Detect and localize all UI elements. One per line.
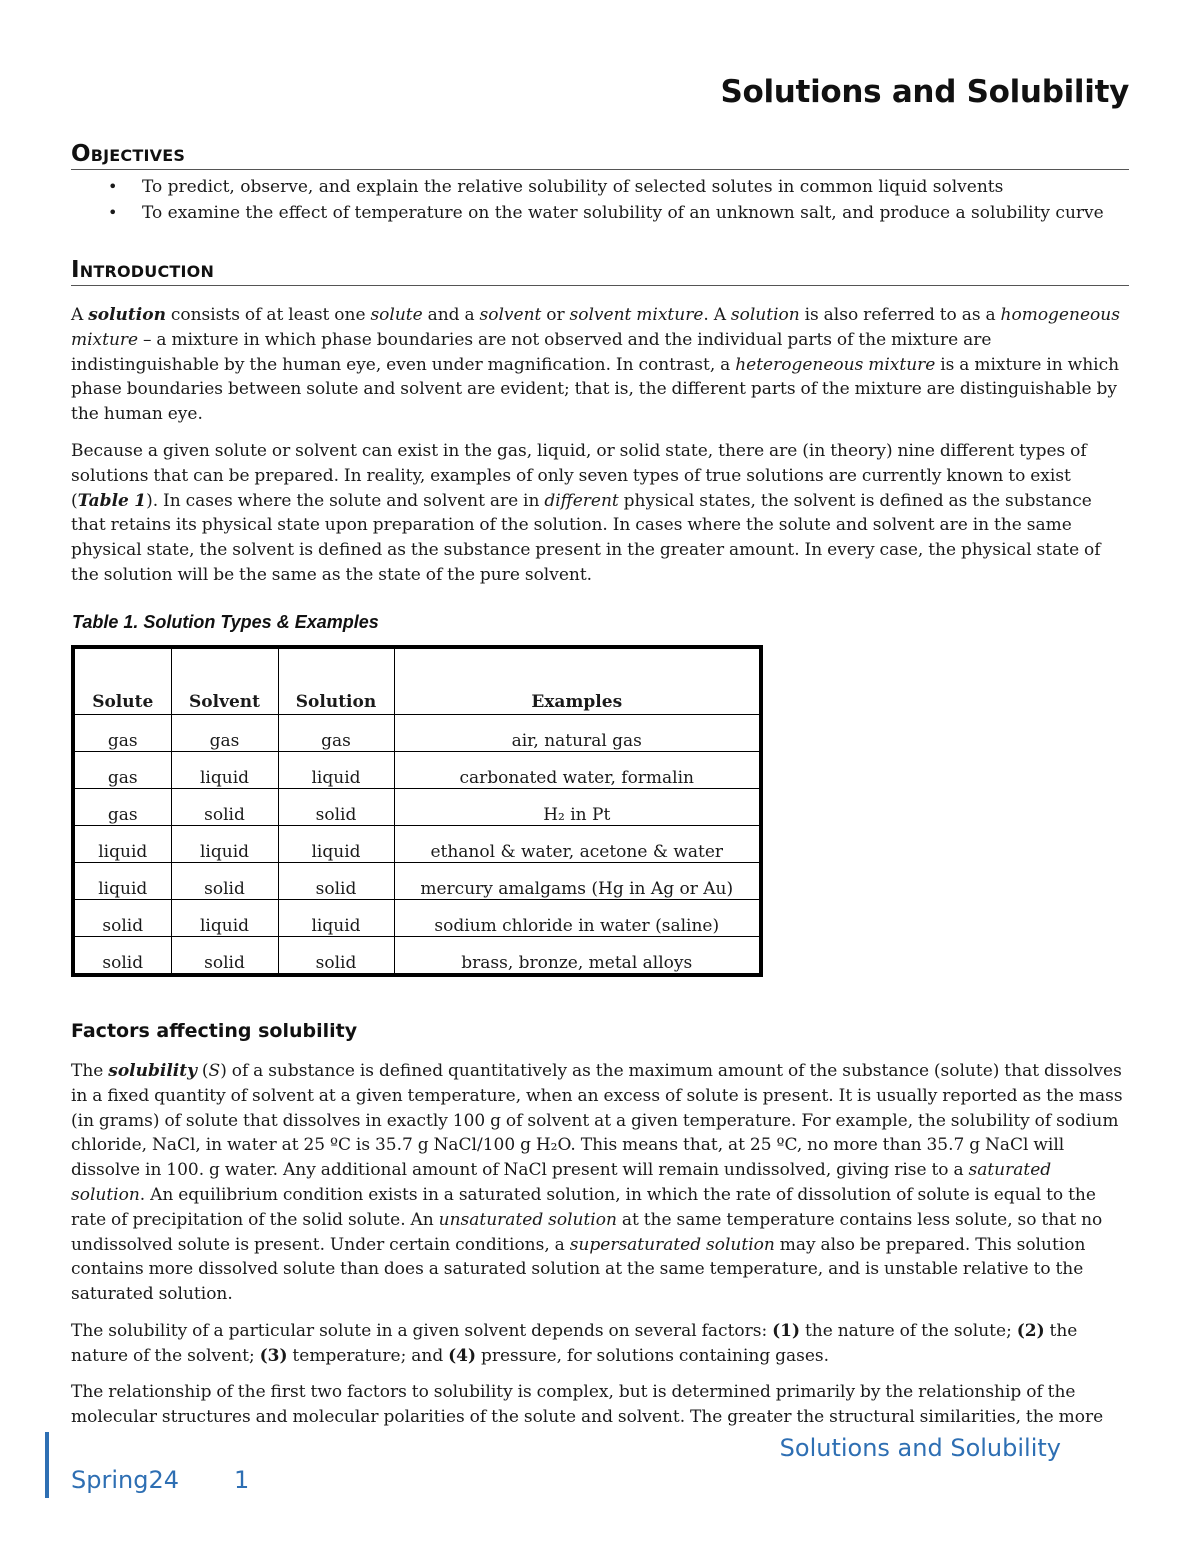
solution-types-table: [71, 645, 763, 977]
objective-item: • To predict, observe, and explain the relative solubility of selected solutes in common liquid solvents: [71, 174, 1129, 200]
bullet-icon: •: [108, 203, 118, 222]
table-cell: liquid: [278, 752, 394, 789]
footer-term: Spring24: [71, 1466, 179, 1494]
table-cell: solid: [73, 937, 171, 976]
table-cell: brass, bronze, metal alloys: [394, 937, 761, 976]
footer-accent-bar: [45, 1432, 49, 1498]
table-cell: solid: [171, 789, 278, 826]
table-cell: solid: [278, 789, 394, 826]
column-header-examples: Examples: [394, 647, 761, 715]
column-header-solute: Solute: [73, 647, 171, 715]
objectives-list: [71, 174, 1129, 226]
table-cell: solid: [171, 937, 278, 976]
table-cell: liquid: [171, 752, 278, 789]
table-cell: gas: [73, 789, 171, 826]
table-cell: liquid: [171, 826, 278, 863]
table-cell: liquid: [171, 900, 278, 937]
table-row: [73, 900, 761, 937]
table-row: [73, 752, 761, 789]
objectives-heading: Objectives: [71, 141, 1129, 170]
table-cell: solid: [171, 863, 278, 900]
table-caption: Table 1. Solution Types & Examples: [72, 612, 379, 632]
table-row: [73, 826, 761, 863]
factors-heading: Factors affecting solubility: [71, 1020, 358, 1042]
table-header-row: [73, 647, 761, 715]
column-header-solution: Solution: [278, 647, 394, 715]
table-cell: mercury amalgams (Hg in Ag or Au): [394, 863, 761, 900]
factors-paragraph-2: The solubility of a particular solute in a given solvent depends on several factors: (1) the nature of the solute; (2) the nature of the solvent; (3) temperature; and (4) pressure, for solutions containing gases.: [71, 1321, 1078, 1366]
table-row: [73, 937, 761, 976]
table-cell: gas: [73, 752, 171, 789]
objective-item: • To examine the effect of temperature on the water solubility of an unknown salt, and produce a solubility curve: [71, 200, 1129, 226]
table-row: [73, 715, 761, 752]
column-header-solvent: Solvent: [171, 647, 278, 715]
table-cell: solid: [278, 937, 394, 976]
table-cell: gas: [171, 715, 278, 752]
intro-paragraph-2: Because a given solute or solvent can exist in the gas, liquid, or solid state, there are (in theory) nine different types of solutions that can be prepared. In reality, examples of only seven types of true solutions are currently known to exist (Table 1). In cases where the solute and solvent are in different physical states, the solvent is defined as the substance that retains its physical state upon preparation of the solution. In cases where the solute and solvent are in the same physical state, the solvent is defined as the substance present in the greater amount. In every case, the physical state of the solution will be the same as the state of the pure solvent.: [71, 441, 1101, 585]
table-cell: H₂ in Pt: [394, 789, 761, 826]
table-cell: sodium chloride in water (saline): [394, 900, 761, 937]
table-cell: gas: [278, 715, 394, 752]
table-cell: liquid: [278, 900, 394, 937]
page-number: 1: [234, 1466, 250, 1494]
table-cell: air, natural gas: [394, 715, 761, 752]
footer-title: Solutions and Solubility: [779, 1434, 1061, 1462]
factors-paragraph-1: The solubility (S) of a substance is defined quantitatively as the maximum amount of the substance (solute) that dissolves in a fixed quantity of solvent at a given temperature, when an excess of solute is present. It is usually reported as the mass (in grams) of solute that dissolves in exactly 100 g of solvent at a given temperature. For example, the solubility of sodium chloride, NaCl, in water at 25 ºC is 35.7 g NaCl/100 g H₂O. This means that, at 25 ºC, no more than 35.7 g NaCl will dissolve in 100. g water. Any additional amount of NaCl present will remain undissolved, giving rise to a saturated solution. An equilibrium condition exists in a saturated solution, in which the rate of dissolution of solute is equal to the rate of precipitation of the solid solute. An unsaturated solution at the same temperature contains less solute, so that no undissolved solute is present. Under certain conditions, a supersaturated solution may also be prepared. This solution contains more dissolved solute than does a saturated solution at the same temperature, and is unstable relative to the saturated solution.: [71, 1061, 1123, 1305]
table-cell: liquid: [73, 863, 171, 900]
table-cell: solid: [73, 900, 171, 937]
table-cell: carbonated water, formalin: [394, 752, 761, 789]
introduction-heading: Introduction: [71, 257, 1129, 286]
factors-paragraph-3: The relationship of the first two factors to solubility is complex, but is determined primarily by the relationship of the molecular structures and molecular polarities of the solute and solvent. The greater the structural similarities, the more: [71, 1382, 1104, 1427]
table-cell: liquid: [278, 826, 394, 863]
table-cell: liquid: [73, 826, 171, 863]
bullet-icon: •: [108, 177, 118, 196]
table-row: [73, 863, 761, 900]
table-row: [73, 789, 761, 826]
table-cell: gas: [73, 715, 171, 752]
intro-paragraph-1: A solution consists of at least one solute and a solvent or solvent mixture. A solution is also referred to as a homogeneous mixture – a mixture in which phase boundaries are not observed and the individual parts of the mixture are indistinguishable by the human eye, even under magnification. In contrast, a heterogeneous mixture is a mixture in which phase boundaries between solute and solvent are evident; that is, the different parts of the mixture are distinguishable by the human eye.: [71, 305, 1120, 425]
page-title: Solutions and Solubility: [720, 74, 1129, 110]
table-cell: solid: [278, 863, 394, 900]
table-cell: ethanol & water, acetone & water: [394, 826, 761, 863]
